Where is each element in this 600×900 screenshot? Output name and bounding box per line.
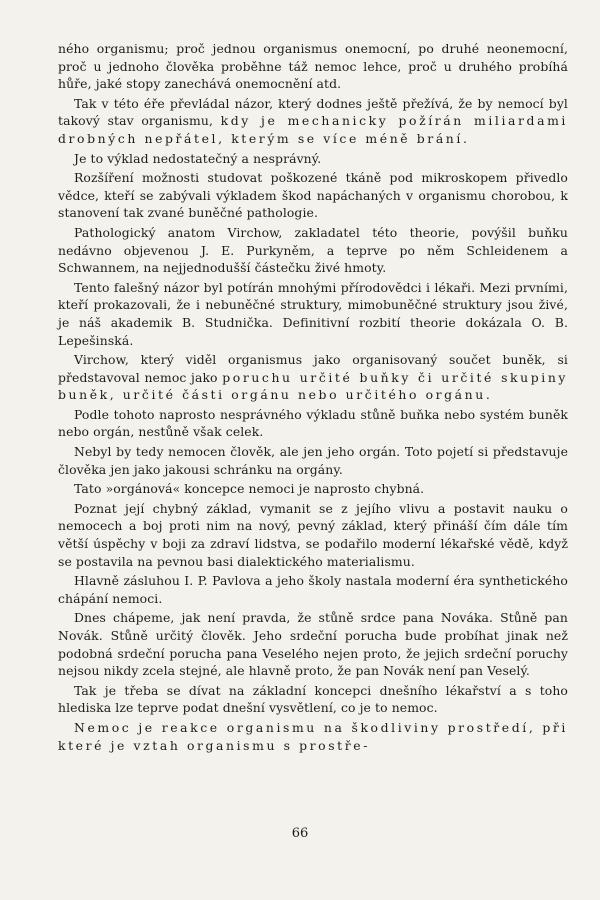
paragraph xyxy=(58,443,568,478)
paragraph xyxy=(58,40,568,93)
paragraph xyxy=(58,169,568,222)
spaced-emphasis-text: poruchu určité buňky či určité skupiny buněk, určité části orgánu nebo určitého orgánu xyxy=(58,369,569,403)
paragraph-text: Rozšíření možnosti studovat poškozené tkáně pod mikroskopem přivedlo vědce, kteří se zabývali výkladem škod napáchaných v organismu chorobou, k stanovení tak zvané buněčné pathologie. xyxy=(58,170,568,221)
paragraph xyxy=(58,682,568,717)
paragraph-text: ného organismu; proč jednou organismus onemocní, po druhé neonemocní, proč u jednoho člověka proběhne táž nemoc lehce, proč u druhého probíhá hůře, jaké stopy zanechává onemocnění atd. xyxy=(58,41,568,92)
paragraph-text: Tato »orgánová« koncepce nemoci je naprosto chybná. xyxy=(74,481,425,497)
paragraph-text: Pathologický anatom Virchow, zakladatel této theorie, povýšil buňku nedávno objevenou J. E. Purkyněm, a teprve po něm Schleidenem a Schwannem, na nejjednodušší částečku živé hmoty. xyxy=(58,224,568,276)
paragraph-text: Tak v této éře převládal názor, který dodnes ještě přežívá, že by nemocí byl takový stav organismu, xyxy=(58,95,568,129)
paragraph-text: Virchow, který viděl organismus jako organisovaný součet buněk, si představoval nemoc jako xyxy=(58,352,568,385)
paragraph-text: . xyxy=(462,130,467,146)
paragraph xyxy=(58,351,568,404)
paragraph-text: Tento falešný názor byl potírán mnohými přírodovědci i lékaři. Mezi prvními, kteří prokazovali, že i nebuněčné struktury, mimobuněčné struktury jsou živé, je náš akademik B. Studnička. Definitivní rozbití theorie dokázala O. B. Lepešinská. xyxy=(58,279,568,348)
spaced-emphasis-text: kdy je mechanicky požírán miliardami drobných nepřátel, kterým se více méně brání xyxy=(58,113,568,146)
paragraph xyxy=(58,279,568,349)
paragraph xyxy=(58,719,568,754)
paragraph xyxy=(58,572,568,607)
paragraph-text: Dnes chápeme, jak není pravda, že stůně srdce pana Nováka. Stůně pan Novák. Stůně určitý člověk. Jeho srdeční porucha bude probíhat jinak než podobná srdeční porucha pana Veselého nejen proto, že jejich srdeční poruchy nejsou nikdy zcela stejné, ale hlavně proto, že pan Novák není pan Veselý. xyxy=(58,610,568,679)
paragraph-text: Nebyl by tedy nemocen člověk, ale jen jeho orgán. Toto pojetí si představuje člověka jen jako jakousi schránku na orgány. xyxy=(58,444,568,477)
paragraph-text: . xyxy=(485,387,490,403)
paragraph xyxy=(58,480,568,498)
paragraph-text: Je to výklad nedostatečný a nesprávný. xyxy=(74,150,322,166)
body-text xyxy=(58,40,568,756)
paragraph xyxy=(58,609,568,679)
paragraph xyxy=(58,95,568,148)
page-number: 66 xyxy=(291,826,309,841)
paragraph-text: Hlavně zásluhou I. P. Pavlova a jeho školy nastala moderní éra synthetického chápání nemoci. xyxy=(58,573,568,606)
paragraph-text: Podle tohoto naprosto nesprávného výkladu stůně buňka nebo systém buněk nebo orgán, nestůně však celek. xyxy=(58,406,568,440)
paragraph-text: Tak je třeba se dívat na základní koncepci dnešního lékařství a s toho hlediska lze teprve podat dnešní vysvětlení, co je to nemoc. xyxy=(58,682,568,716)
paragraph xyxy=(58,500,568,570)
spaced-emphasis-text: Nemoc je reakce organismu na škodliviny prostředí, při které je vztah organismu s prostře- xyxy=(58,719,568,753)
paragraph xyxy=(58,224,568,277)
paragraph xyxy=(58,150,568,168)
paragraph xyxy=(58,406,568,441)
paragraph-text: Poznat její chybný základ, vymanit se z jejího vlivu a postavit nauku o nemocech a boj proti nim na nový, pevný základ, který přináší čím dále tím větší úspěchy v boji za zdraví lidstva, se podařilo moderní lékařské vědě, když se postavila na pevnou basi dialektického materialismu. xyxy=(58,500,568,569)
